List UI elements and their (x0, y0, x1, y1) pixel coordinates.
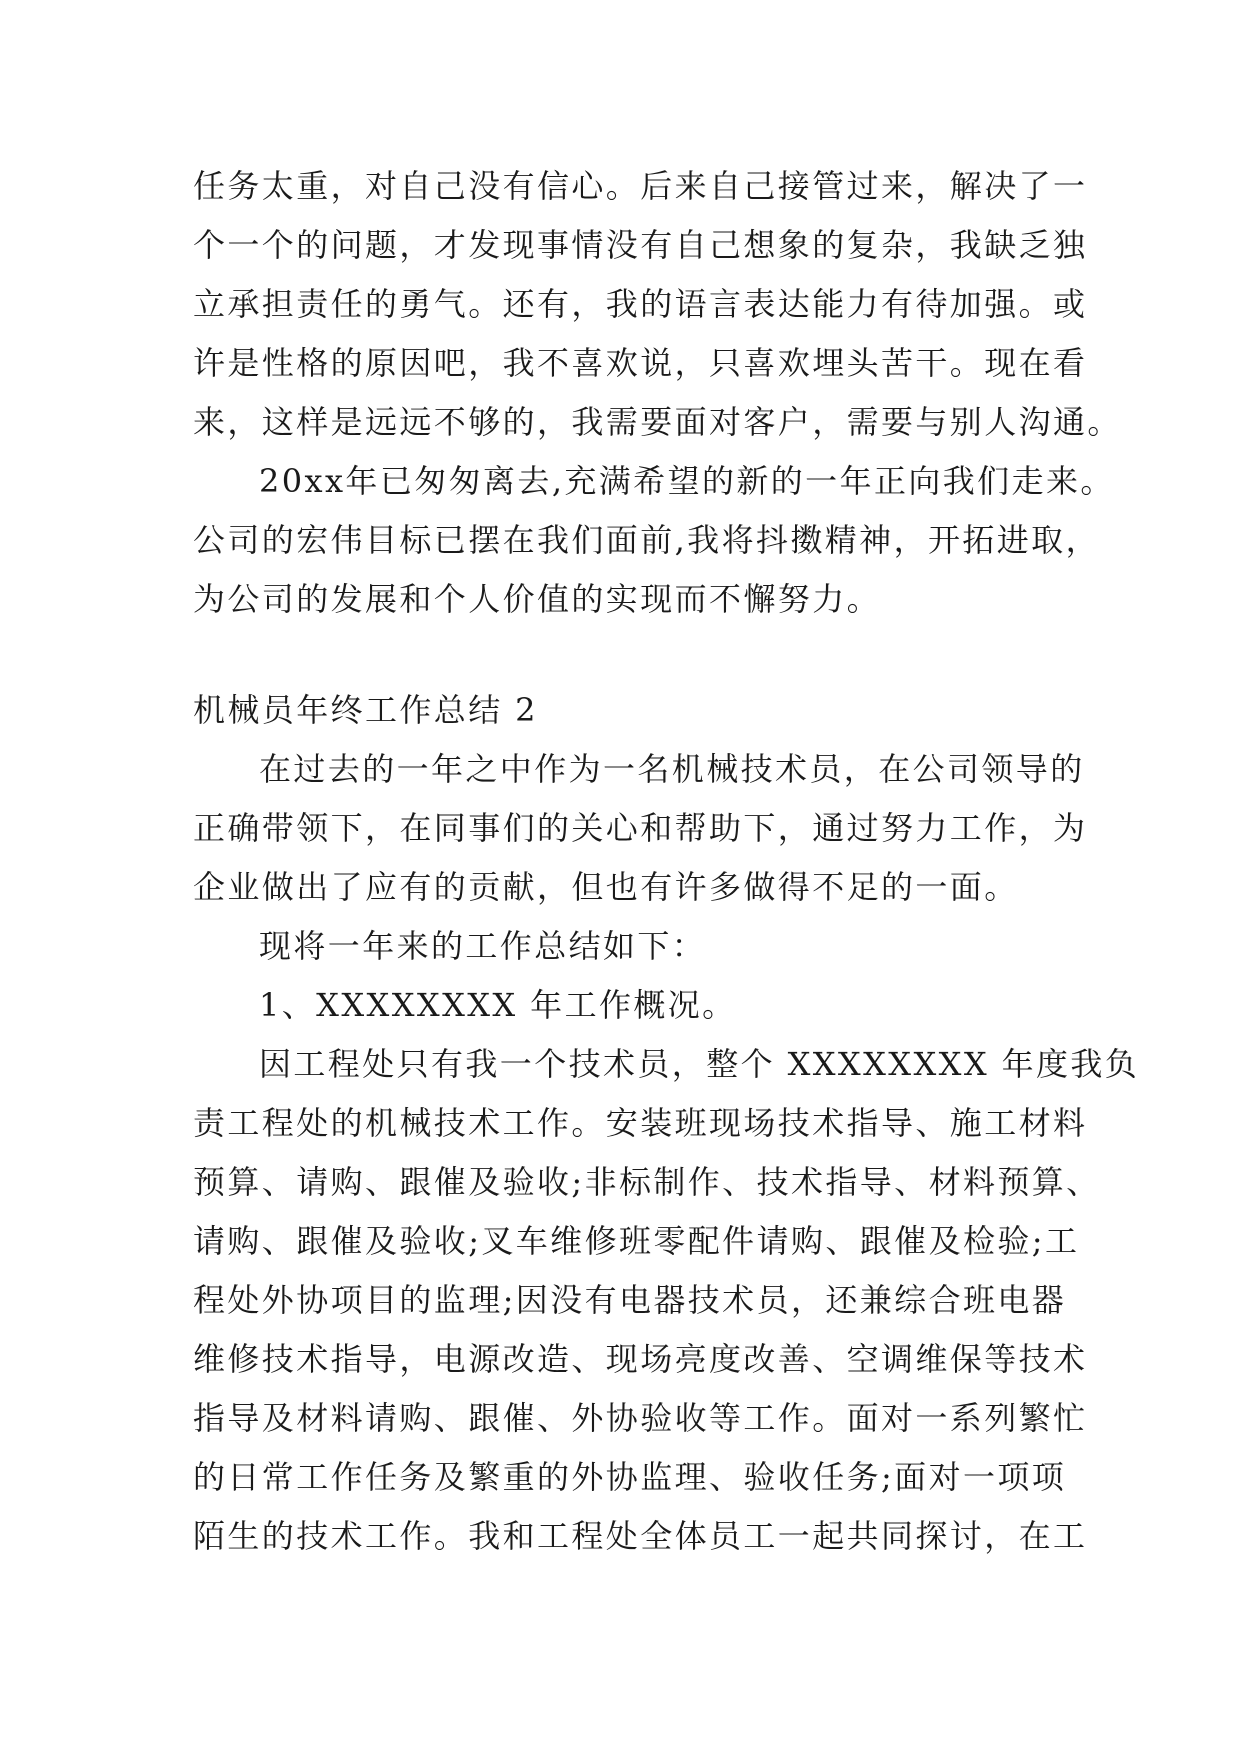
item-title: 1、XXXXXXXX 年工作概况。 (259, 986, 737, 1024)
document-body (193, 157, 1140, 1566)
intro-paragraph-first-line: 在过去的一年之中作为一名机械技术员，在公司领导的 (259, 750, 1085, 788)
text-line: 任务太重，对自己没有信心。后来自己接管过来，解决了一 (193, 167, 1088, 205)
closing-paragraph-first-line: 20xx年已匆匆离去,充满希望的新的一年正向我们走来。 (259, 462, 1115, 500)
section-spacer (193, 629, 1073, 681)
text-line: 企业做出了应有的贡献，但也有许多做得不足的一面。 (193, 868, 1019, 906)
text-line: 许是性格的原因吧，我不喜欢说，只喜欢埋头苦干。现在看 (193, 344, 1088, 382)
text-line: 指导及材料请购、跟催、外协验收等工作。面对一系列繁忙 (193, 1399, 1088, 1437)
text-line: 预算、请购、跟催及验收;非标制作、技术指导、材料预算、 (193, 1163, 1101, 1201)
text-line: 个一个的问题，才发现事情没有自己想象的复杂，我缺乏独 (193, 226, 1088, 264)
text-line: 请购、跟催及验收;叉车维修班零配件请购、跟催及检验;工 (193, 1222, 1080, 1260)
text-line: 程处外协项目的监理;因没有电器技术员，还兼综合班电器 (193, 1281, 1067, 1319)
text-line: 责工程处的机械技术工作。安装班现场技术指导、施工材料 (193, 1104, 1088, 1142)
text-line: 公司的宏伟目标已摆在我们面前,我将抖擞精神，开拓进取， (193, 521, 1100, 559)
text-line: 陌生的技术工作。我和工程处全体员工一起共同探讨，在工 (193, 1517, 1088, 1555)
text-line: 为公司的发展和个人价值的实现而不懈努力。 (193, 580, 882, 618)
text-line: 维修技术指导，电源改造、现场亮度改善、空调维保等技术 (193, 1340, 1088, 1378)
text-line: 立承担责任的勇气。还有，我的语言表达能力有待加强。或 (193, 285, 1088, 323)
summary-lead: 现将一年来的工作总结如下： (259, 927, 707, 965)
text-line: 正确带领下，在同事们的关心和帮助下，通过努力工作，为 (193, 809, 1088, 847)
text-line: 的日常工作任务及繁重的外协监理、验收任务;面对一项项 (193, 1458, 1067, 1496)
body-paragraph-first-line: 因工程处只有我一个技术员，整个 XXXXXXXX 年度我负 (259, 1045, 1140, 1083)
text-line: 来，这样是远远不够的，我需要面对客户，需要与别人沟通。 (193, 403, 1122, 441)
section-heading: 机械员年终工作总结 2 (193, 691, 538, 729)
